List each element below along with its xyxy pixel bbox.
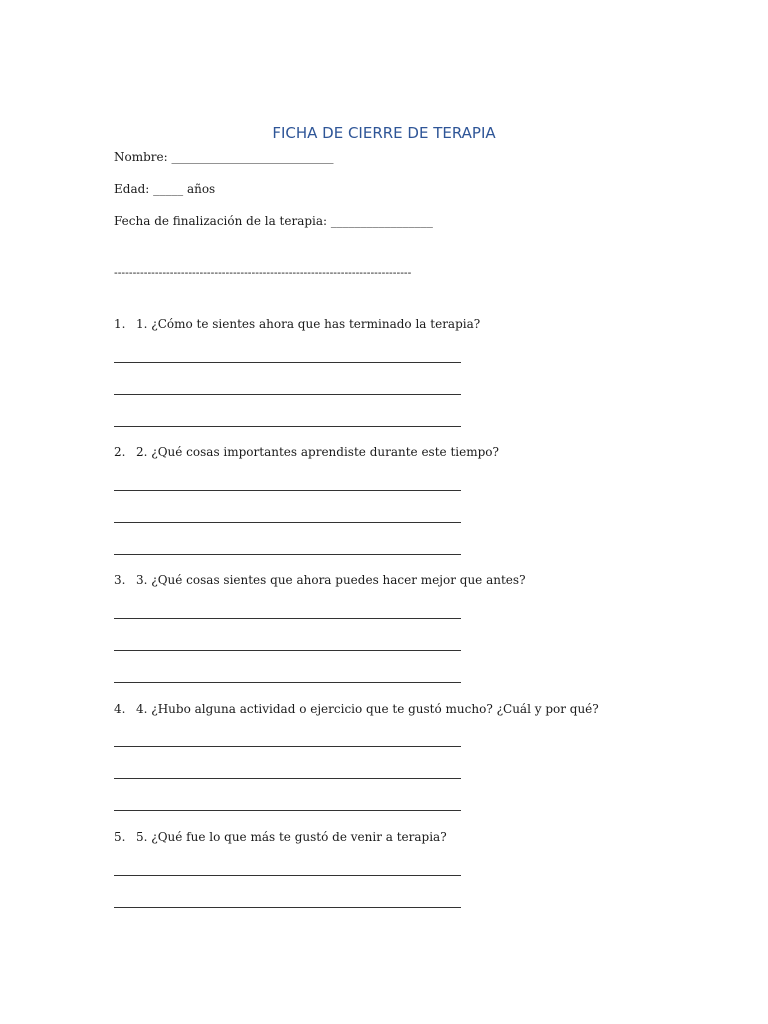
fecha-field: Fecha de finalización de la terapia: _________________ [114, 214, 433, 228]
answer-line [114, 875, 461, 876]
question-number: 4. [114, 702, 126, 716]
answer-line [114, 426, 461, 427]
answer-line [114, 650, 461, 651]
answer-line [114, 907, 461, 908]
question-text: 4. ¿Hubo alguna actividad o ejercicio que te gustó mucho? ¿Cuál y por qué? [136, 702, 599, 716]
document-title: FICHA DE CIERRE DE TERAPIA [272, 124, 496, 142]
question-text: 2. ¿Qué cosas importantes aprendiste durante este tiempo? [136, 445, 499, 459]
answer-line [114, 810, 461, 811]
question-4 [114, 702, 599, 716]
question-text: 3. ¿Qué cosas sientes que ahora puedes hacer mejor que antes? [136, 573, 526, 587]
answer-line [114, 362, 461, 363]
question-text: 5. ¿Qué fue lo que más te gustó de venir a terapia? [136, 830, 447, 844]
answer-line [114, 778, 461, 779]
question-2 [114, 445, 499, 459]
answer-line [114, 522, 461, 523]
section-separator: -------------------------------------------------------------------------------- [114, 266, 412, 279]
question-number: 3. [114, 573, 126, 587]
answer-line [114, 490, 461, 491]
question-5 [114, 830, 447, 844]
question-number: 1. [114, 317, 126, 331]
question-number: 5. [114, 830, 126, 844]
edad-field: Edad: _____ años [114, 182, 216, 196]
answer-line [114, 554, 461, 555]
question-text: 1. ¿Cómo te sientes ahora que has terminado la terapia? [136, 317, 481, 331]
nombre-field: Nombre: ___________________________ [114, 150, 334, 164]
answer-line [114, 394, 461, 395]
answer-line [114, 746, 461, 747]
answer-line [114, 682, 461, 683]
question-number: 2. [114, 445, 126, 459]
question-3 [114, 573, 526, 587]
answer-line [114, 618, 461, 619]
question-1 [114, 317, 480, 331]
